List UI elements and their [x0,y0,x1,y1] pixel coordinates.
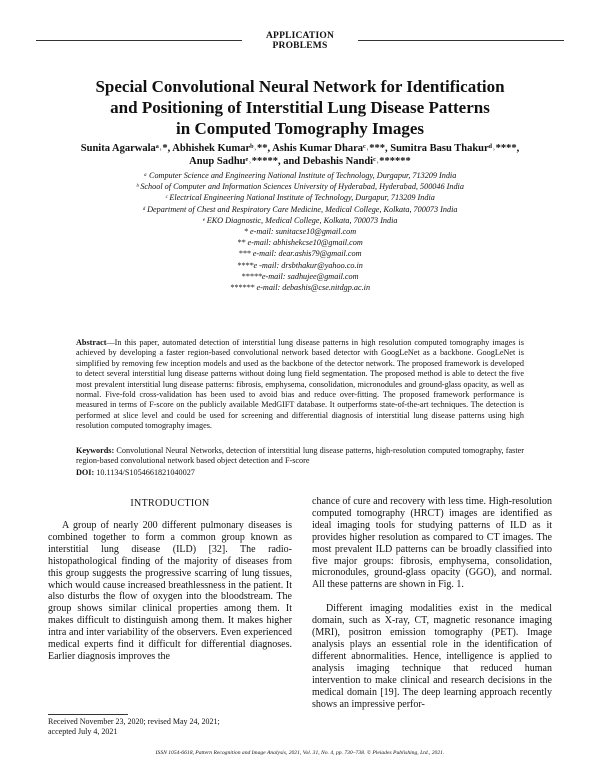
abstract [76,338,524,432]
intro-paragraph-2: chance of cure and recovery with less time. High-resolution computed tomography (HRCT) images are identified as ideal imaging tools for studying patterns of ILD as it provides higher resolution as compared to CT images. The most prevalent ILD patterns can be broadly classified into five major groups: fibrosis, emphysema, consolidation, micronodules, ground-glass opacity (GGO), and normal. All these patterns are shown in Fig. 1. [312,496,552,591]
email-2: ** e-mail: abhishekcse10@gmail.com [237,238,363,248]
left-column [48,520,292,663]
affiliation-d: ᵈ Department of Chest and Respiratory Care Medicine, Medical College, Kolkata, 700073 India [142,204,458,214]
author-line-1: Sunita Agarwalaᵃ˒*, Abhishek Kumarᵇ˒**, Ashis Kumar Dharaᶜ˒***, Sumitra Basu Thakurᵈ˒****, [80,143,520,154]
affiliation-a: ᵃ Computer Science and Engineering National Institute of Technology, Durgapur, 713209 India [143,171,457,180]
abstract-text: —In this paper, automated detection of interstitial lung disease patterns in high resolution computed tomography images is achieved by developing a faster region-based convolutional network based detector with GoogLeNet as a backbone. GoogLeNet is simplified by removing few inception models and used as the backbone of the detector network. The proposed framework is developed to detect several interstitial lung disease patterns without doing lung field segmentation. The proposed method is able to detect the five most prevalent interstitial lung disease patterns: fibrosis, emphysema, consolidation, micronodules and ground-glass opacity, as well as normal. Five-fold cross-validation has been used to avoid bias and reduce over-fitting. The proposed framework performance is measured in terms of F-score on the publicly available MedGIFT database. It outperforms state-of-the-art techniques. The detection is performed at slice level and could be used for screening and differential diagnosis of interstitial lung disease patterns using high resolution computed tomography images. [76,338,524,431]
received-line-1: Received November 23, 2020; revised May 24, 2021; [48,717,220,726]
affiliations [60,170,540,293]
email-6: ****** e-mail: debashis@cse.nitdgp.ac.in [229,283,371,293]
intro-paragraph-1: A group of nearly 200 different pulmonary diseases is combined together to form a common group known as interstitial lung disease (ILD) [32]. The radio-histopathological finding of the majority of diseases from this group suggests the progressive scarring of lung tissues, which would cause increased breathlessness in the patient. It also disturbs the flow of oxygen into the bloodstream. The group shows similar clinical properties among them. It makes difficult to distinguish among them. It makes higher intra and inter variability of the observers. Even experienced medical experts find it difficult for differential diagnoses. Earlier diagnosis improves the [48,520,292,662]
author-line-2: Anup Sadhuᵉ˒*****, and Debashis Nandiᶜ˒****** [189,156,411,167]
doi-label: DOI: [76,468,95,477]
title-line-3: in Computed Tomography Images [176,119,424,138]
journal-footer: ISSN 1054-6618, Pattern Recognition and Image Analysis, 2021, Vol. 31, No. 4, pp. 730–738. © Pleiades Publishing, Ltd., 2021. [155,750,445,756]
paper-title [60,76,540,139]
affiliation-e: ᵉ EKO Diagnostic, Medical College, Kolkata, 700073 India [202,215,398,225]
keywords-text: Convolutional Neural Networks, detection of interstitial lung disease patterns, high-resolution computed tomography, faster region-based convolutional network based object detection and F-score [76,446,524,466]
email-4: ****e -mail: drsbthakur@yahoo.co.in [237,260,363,270]
received-line-2: accepted July 4, 2021 [48,727,118,736]
email-1: * e-mail: sunitacse10@gmail.com [243,227,357,237]
header-rule-right [358,40,564,41]
received-rule [48,714,128,715]
doi-value: 10.1134/S1054661821040027 [94,468,195,477]
abstract-label: Abstract [76,338,107,347]
author-list [20,142,580,168]
title-line-1: Special Convolutional Neural Network for Identification [95,77,505,96]
section-label [242,31,358,51]
introduction-heading: INTRODUCTION [130,498,210,509]
header-rule-left [36,40,242,41]
right-column [312,496,552,710]
email-5: *****e-mail: sadhujee@gmail.com [241,271,359,281]
received-dates [48,717,292,737]
keywords [76,446,524,467]
title-line-2: and Positioning of Interstitial Lung Disease Patterns [110,98,490,117]
intro-paragraph-3: Different imaging modalities exist in the medical domain, such as X-ray, CT, magnetic resonance imaging (MRI), positron emission tomography (PET). Image analysis plays an essential role in the identification of different abnormalities. Hence, intelligence is applied to analysis imaging technique that reduced human intervention to make clinical and research decisions in the medical domain [19]. The deep learning approach recently shows an impressive perfor- [312,603,552,710]
affiliation-c: ᶜ Electrical Engineering National Institute of Technology, Durgapur, 713209 India [165,193,435,203]
affiliation-b: ᵇ School of Computer and Information Sciences University of Hyderabad, Hyderabad, 500046 India [136,182,464,192]
email-3: *** e-mail: dear.ashis79@gmail.com [238,249,362,259]
section-label-line1: APPLICATION [266,31,334,41]
section-label-line2: PROBLEMS [272,41,328,51]
doi [76,468,195,478]
keywords-label: Keywords: [76,446,115,455]
